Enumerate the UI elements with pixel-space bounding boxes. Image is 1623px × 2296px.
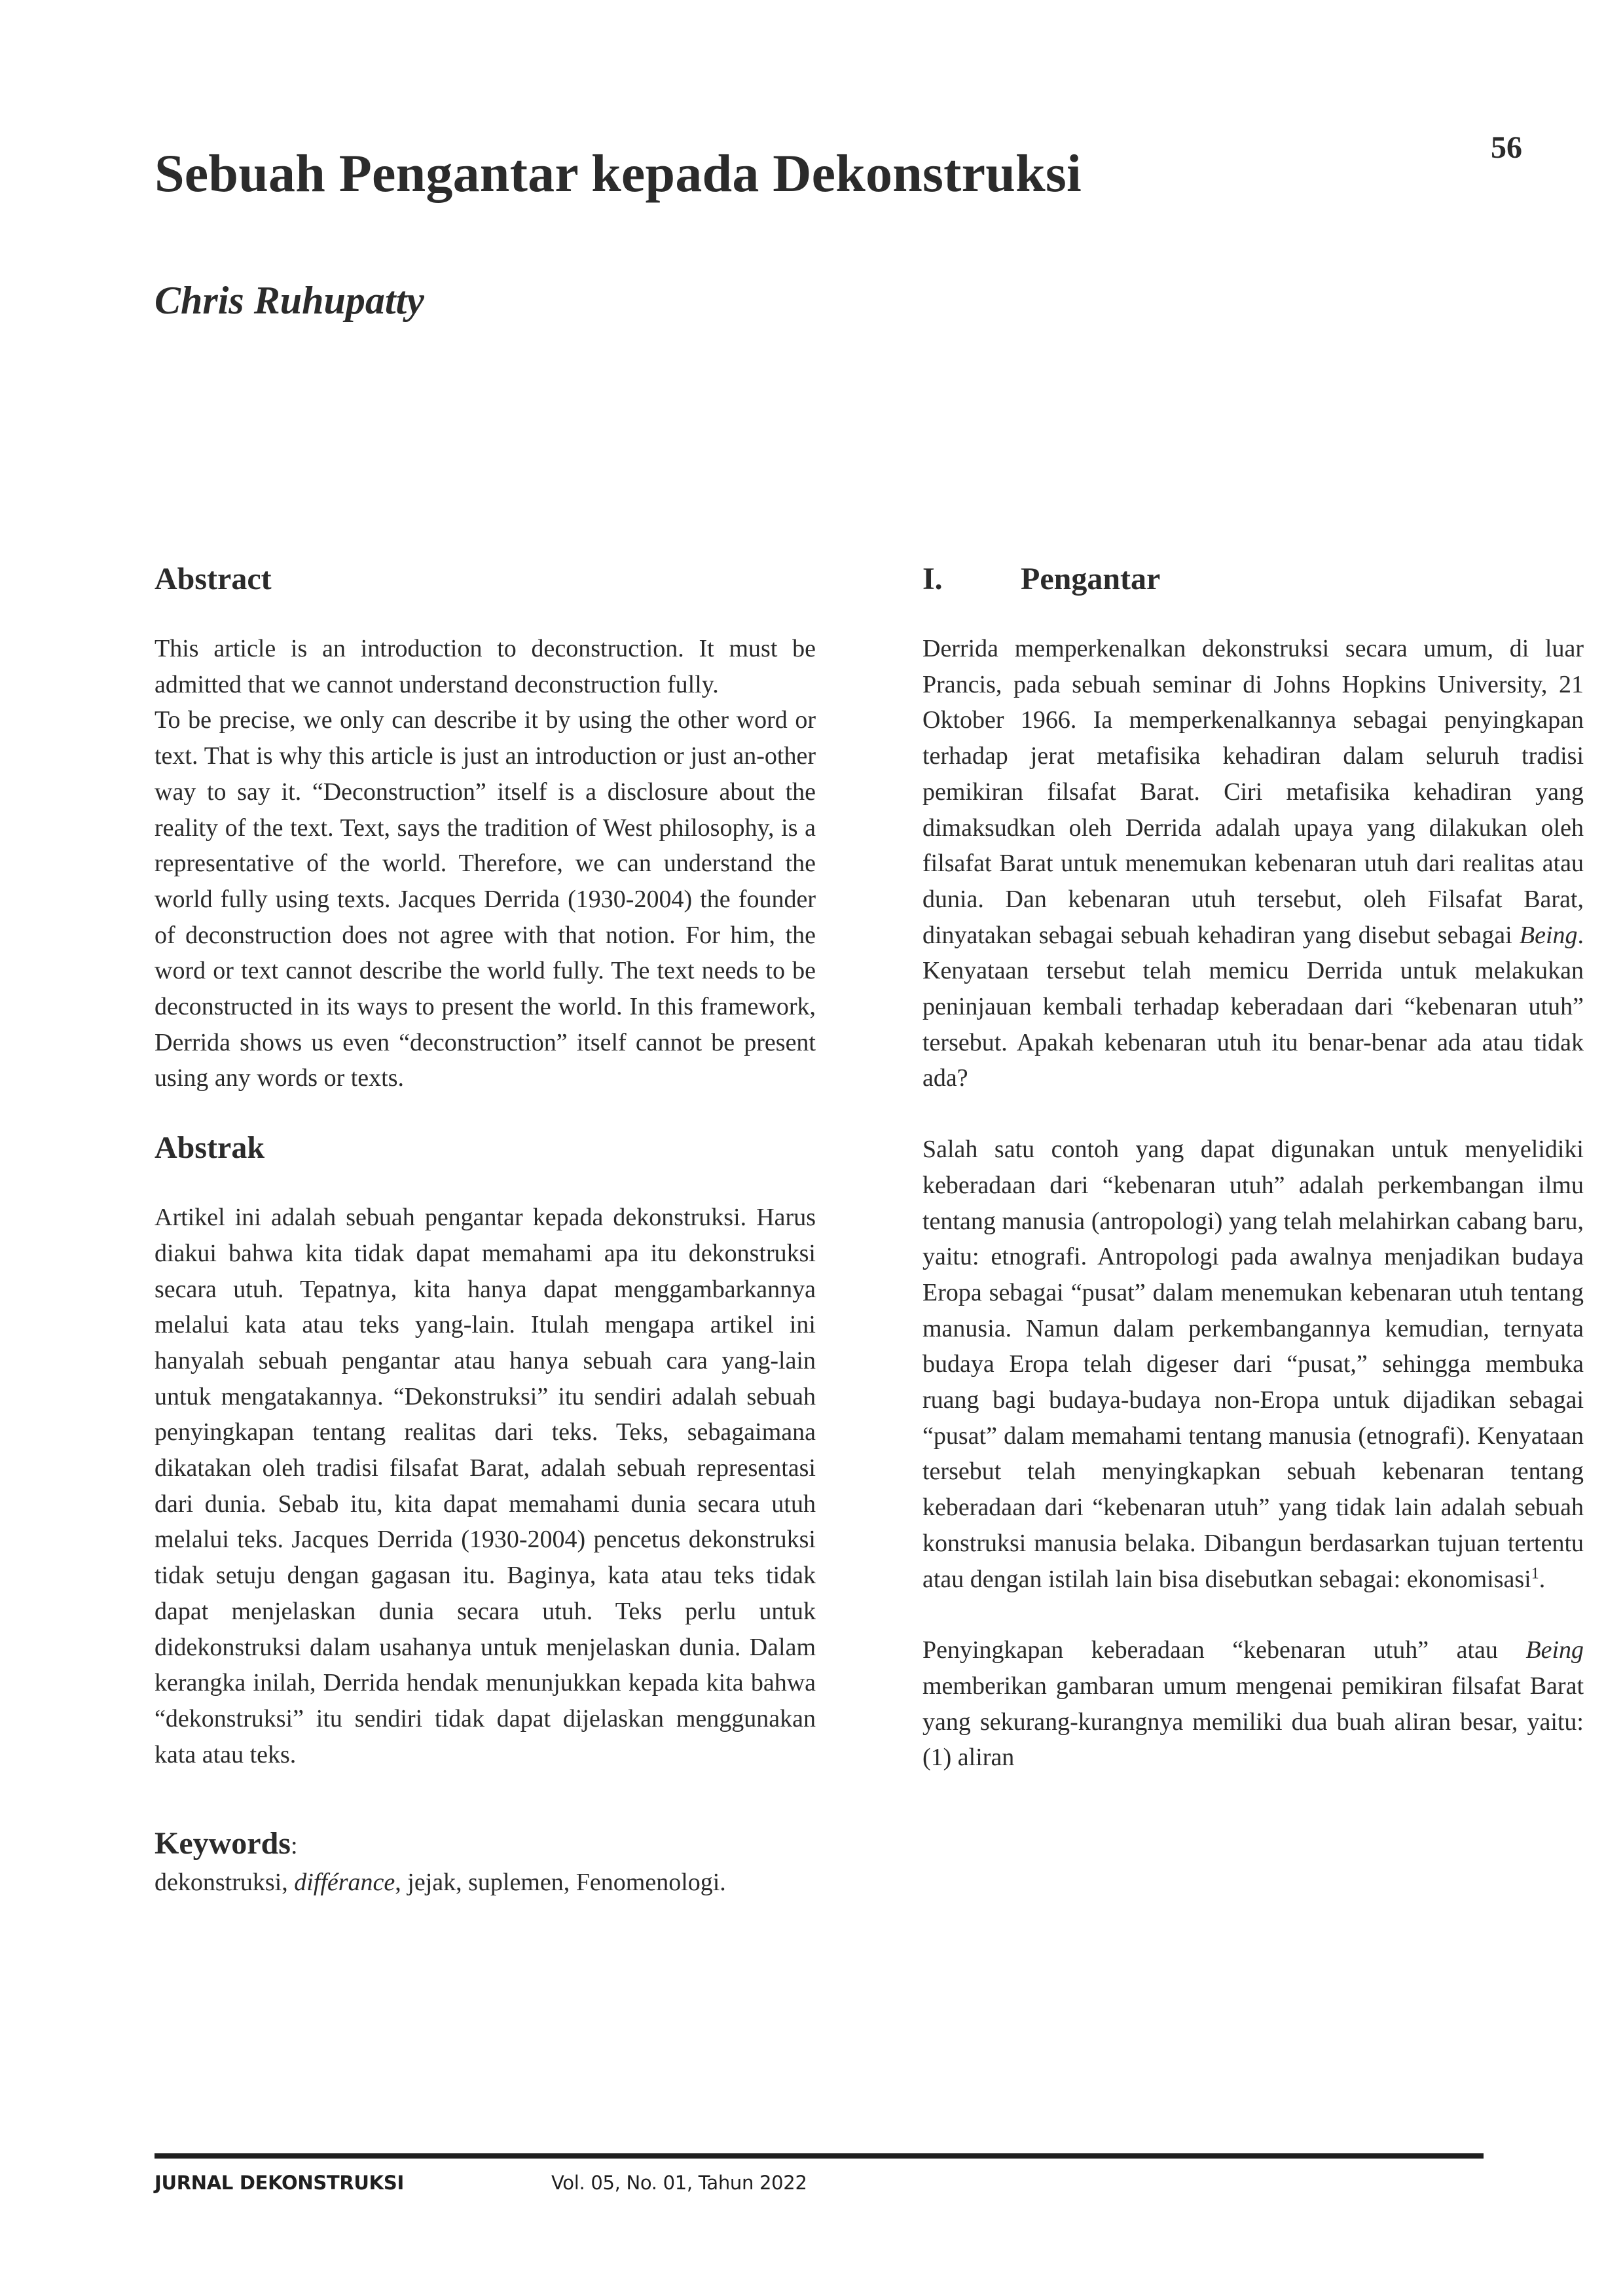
- intro-numeral: I.: [922, 562, 943, 596]
- right-column: [922, 550, 1584, 1776]
- footer-volume-info: Vol. 05, No. 01, Tahun 2022: [551, 2172, 807, 2194]
- intro-paragraph-3: [922, 1632, 1584, 1776]
- keywords-after: , jejak, suplemen, Fenomenologi.: [395, 1869, 726, 1897]
- footer-journal-name: JURNAL DEKONSTRUKSI: [155, 2172, 404, 2194]
- keywords-list: [155, 1865, 816, 1901]
- abstract-id-paragraph: Artikel ini adalah sebuah pengantar kepada dekonstruksi. Harus diakui bahwa kita tidak dapat memahami apa itu dekonstruksi secara utuh. Tepatnya, kita hanya dapat menggambarkannya melalui kata atau teks yang-lain. Itulah mengapa artikel ini hanyalah sebuah pengantar atau hanya sebuah cara yang-lain untuk mengatakannya. “Dekonstruksi” itu sendiri adalah sebuah penyingkapan tentang realitas dari teks. Teks, sebagaimana dikatakan oleh tradisi filsafat Barat, adalah sebuah representasi dari dunia. Sebab itu, kita dapat memahami dunia secara utuh melalui teks. Jacques Derrida (1930-2004) pencetus dekonstruksi tidak setuju dengan gagasan itu. Baginya, kata atau teks tidak dapat menjelaskan dunia secara utuh. Teks perlu untuk didekonstruksi dalam usahanya untuk menjelaskan dunia. Dalam kerangka inilah, Derrida hendak menunjukkan kepada kita bahwa “dekonstruksi” itu sendiri tidak dapat dijelaskan menggunakan kata atau teks.: [155, 1204, 816, 1768]
- keywords-italic-term: différance: [294, 1869, 395, 1897]
- keywords-colon: :: [290, 1832, 298, 1860]
- abstract-en-paragraph-1: This article is an introduction to deconstruction. It must be admitted that we cannot understand deconstruction fully.: [155, 635, 816, 698]
- intro-p1-italic: Being: [1519, 921, 1578, 949]
- intro-p2-text: Salah satu contoh yang dapat digunakan untuk menyelidiki keberadaan dari “kebenaran utuh” adalah perkembangan ilmu tentang manusia (antropologi) yang telah melahirkan cabang baru, yaitu: etnografi. Antropologi pada awalnya menjadikan budaya Eropa sebagai “pusat” dalam menemukan kebenaran utuh tentang manusia. Namun dalam perkembangannya kemudian, ternyata budaya Eropa telah digeser dari “pusat,” sehingga membuka ruang bagi budaya-budaya non-Eropa untuk dijadikan sebagai “pusat” dalam memahami tentang manusia (etnografi). Kenyataan tersebut telah menyingkapkan sebuah kebenaran tentang keberadaan dari “kebenaran utuh” yang tidak lain adalah sebuah konstruksi manusia belaka. Dibangun berdasarkan tujuan tertentu atau dengan istilah lain bisa disebutkan sebagai: ekonomisasi: [922, 1136, 1584, 1593]
- intro-p1-text-b: . Kenyataan tersebut telah memicu Derrida untuk melakukan peninjauan kembali terhadap keberadaan dari “kebenaran utuh” tersebut. Apakah kebenaran utuh itu benar-benar ada atau tidak ada?: [922, 921, 1584, 1092]
- intro-heading: [922, 550, 1584, 609]
- keywords-before: dekonstruksi,: [155, 1869, 295, 1897]
- intro-p2-end: .: [1539, 1565, 1546, 1593]
- keywords-heading: [155, 1825, 816, 1865]
- intro-p3-italic: Being: [1525, 1636, 1584, 1664]
- intro-title: Pengantar: [1021, 562, 1161, 596]
- abstract-heading: Abstract: [155, 562, 272, 596]
- footer-rule: [155, 2153, 1484, 2159]
- intro-p3-text-a: Penyingkapan keberadaan “kebenaran utuh” atau: [922, 1636, 1526, 1664]
- abstrak-heading: Abstrak: [155, 1130, 265, 1166]
- article-title: Sebuah Pengantar kepada Dekonstruksi: [155, 143, 1082, 203]
- intro-p3-text-b: memberikan gambaran umum mengenai pemikiran filsafat Barat yang sekurang-kurangnya memiliki dua buah aliran besar, yaitu: (1) aliran: [922, 1672, 1584, 1772]
- author-name: Chris Ruhupatty: [155, 279, 424, 322]
- abstract-en-paragraph-2: To be precise, we only can describe it by using the other word or text. That is why this article is just an introduction or just an-other way to say it. “Deconstruction” itself is a disclosure about the reality of the text. Text, says the tradition of West philosophy, is a representative of the world. Therefore, we can understand the world fully using texts. Jacques Derrida (1930-2004) the founder of deconstruction does not agree with that notion. For him, the word or text cannot describe the world fully. The text needs to be deconstructed in its ways to present the world. In this framework, Derrida shows us even “deconstruction” itself cannot be present using any words or texts.: [155, 706, 816, 1092]
- left-column: [155, 550, 816, 1901]
- intro-paragraph-1: [922, 631, 1584, 1096]
- intro-paragraph-2: [922, 1132, 1584, 1597]
- intro-p1-text-a: Derrida memperkenalkan dekonstruksi secara umum, di luar Prancis, pada sebuah seminar di Johns Hopkins University, 21 Oktober 1966. Ia memperkenalkannya sebagai penyingkapan terhadap jerat metafisika kehadiran dalam seluruh tradisi pemikiran filsafat Barat. Ciri metafisika kehadiran yang dimaksudkan oleh Derrida adalah upaya yang dilakukan oleh filsafat Barat untuk menemukan kebenaran utuh dari realitas atau dunia. Dan kebenaran utuh tersebut, oleh Filsafat Barat, dinyatakan sebagai sebuah kehadiran yang disebut sebagai: [922, 635, 1584, 949]
- footnote-marker[interactable]: 1: [1531, 1564, 1539, 1582]
- keywords-label: Keywords: [155, 1826, 291, 1861]
- page-number: 56: [1491, 130, 1522, 165]
